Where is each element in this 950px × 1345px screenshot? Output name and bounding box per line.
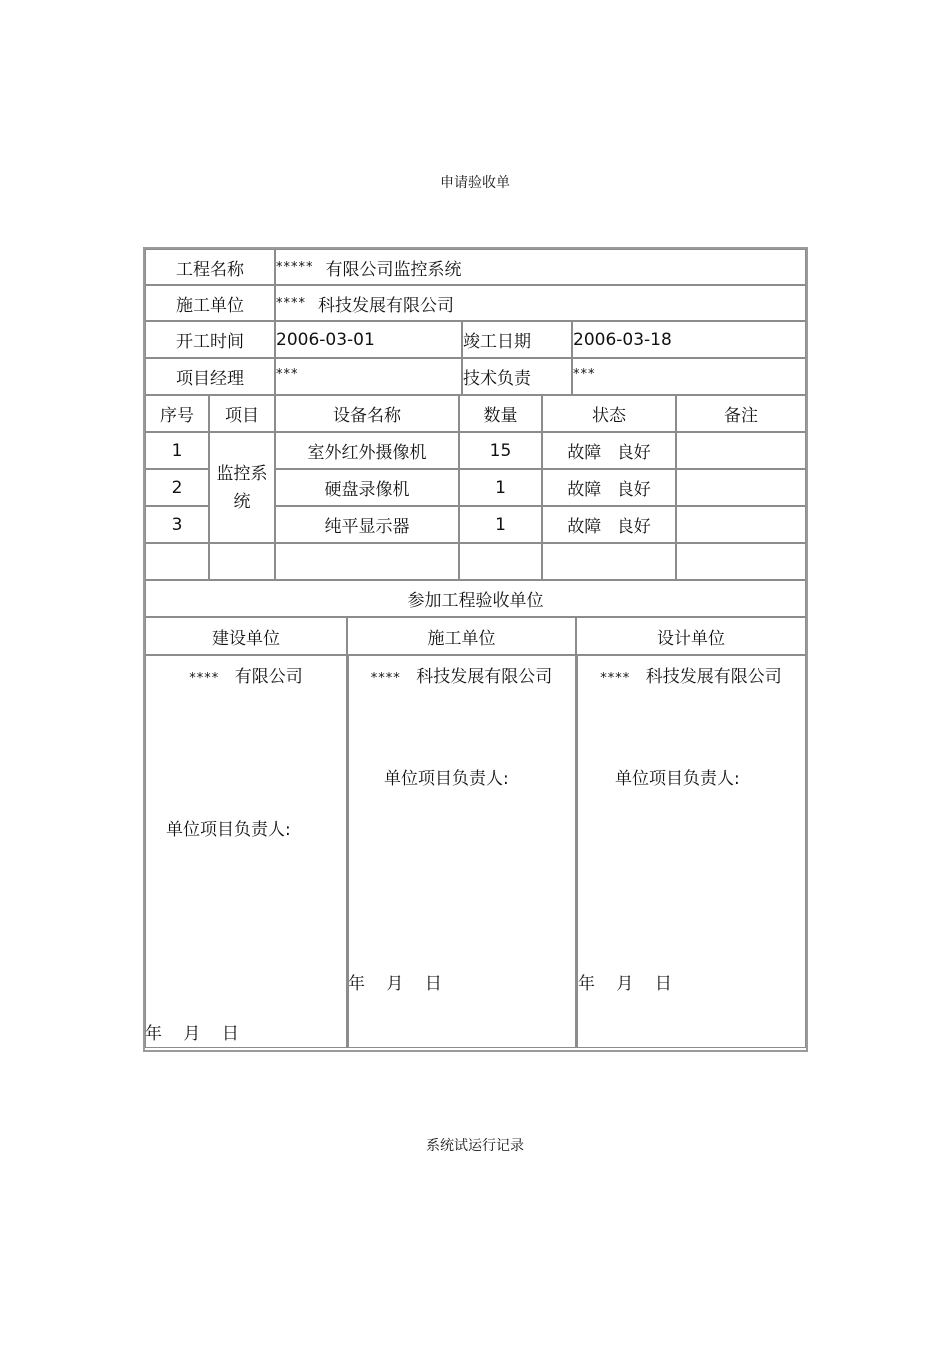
row1-remarks — [676, 432, 806, 469]
row1-status: 故障 良好 — [542, 432, 676, 469]
col-header-status: 状态 — [542, 395, 676, 432]
start-date-value: 2006-03-01 — [275, 321, 462, 358]
tech-lead-value — [572, 358, 806, 395]
designer-date — [578, 969, 672, 994]
row2-remarks — [676, 469, 806, 506]
col-header-qty: 数量 — [459, 395, 542, 432]
end-date-value: 2006-03-18 — [572, 321, 806, 358]
designer-unit-prefix: **** — [600, 671, 631, 686]
start-date-label: 开工时间 — [145, 321, 275, 358]
contractor-date — [348, 969, 442, 994]
group-label-line2: 统 — [233, 491, 251, 512]
owner-date-month: 月 — [183, 1024, 201, 1044]
empty-row-cell — [275, 543, 459, 580]
contractor-date-day: 日 — [424, 974, 442, 994]
row3-device: 纯平显示器 — [275, 506, 459, 543]
document-title: 申请验收单 — [440, 175, 510, 191]
project-name-value: 有限公司监控系统 — [325, 259, 462, 280]
empty-row-cell — [145, 543, 209, 580]
empty-row-cell — [542, 543, 676, 580]
empty-row-cell — [209, 543, 275, 580]
row1-no: 1 — [145, 432, 209, 469]
col-header-device: 设备名称 — [275, 395, 459, 432]
equipment-group-cell — [209, 432, 275, 543]
designer-date-day: 日 — [654, 974, 672, 994]
end-date-label: 竣工日期 — [462, 321, 572, 358]
contractor-prefix: **** — [276, 295, 306, 311]
manager-value — [275, 358, 462, 395]
contractor-date-year: 年 — [348, 974, 365, 994]
unit-header-contractor: 施工单位 — [347, 617, 576, 655]
footer-section-title: 系统试运行记录 — [426, 1138, 524, 1154]
row2-status: 故障 良好 — [542, 469, 676, 506]
row3-remarks — [676, 506, 806, 543]
col-header-remarks: 备注 — [676, 395, 806, 432]
designer-unit-name: 科技发展有限公司 — [645, 667, 782, 687]
owner-date — [145, 1019, 239, 1044]
owner-company-prefix: **** — [189, 671, 220, 686]
contractor-label: 施工单位 — [145, 285, 275, 321]
owner-date-year: 年 — [145, 1024, 162, 1044]
row2-qty: 1 — [459, 469, 542, 506]
row3-status: 故障 良好 — [542, 506, 676, 543]
project-name-label: 工程名称 — [145, 249, 275, 285]
project-name-prefix: ***** — [276, 259, 314, 275]
owner-date-day: 日 — [221, 1024, 239, 1044]
project-name-cell — [275, 249, 806, 285]
contractor-cell — [275, 285, 806, 321]
row3-no: 3 — [145, 506, 209, 543]
empty-row-cell — [459, 543, 542, 580]
owner-company — [145, 662, 347, 687]
row1-qty: 15 — [459, 432, 542, 469]
row1-device: 室外红外摄像机 — [275, 432, 459, 469]
contractor-unit-name: 科技发展有限公司 — [416, 667, 553, 687]
manager-value-text: *** — [276, 367, 299, 382]
designer-date-year: 年 — [578, 974, 595, 994]
group-label-line1: 监控系 — [216, 463, 268, 484]
row2-no: 2 — [145, 469, 209, 506]
tech-lead-value-text: *** — [573, 367, 596, 382]
empty-row-cell — [676, 543, 806, 580]
row3-qty: 1 — [459, 506, 542, 543]
contractor-unit-prefix: **** — [370, 671, 401, 686]
contractor-unit-company — [347, 662, 576, 687]
contractor-sign-label: 单位项目负责人: — [384, 769, 509, 789]
contractor-date-month: 月 — [386, 974, 404, 994]
manager-label: 项目经理 — [145, 358, 275, 395]
acceptance-section-title: 参加工程验收单位 — [145, 580, 806, 617]
designer-unit-company — [576, 662, 806, 687]
unit-header-owner: 建设单位 — [145, 617, 347, 655]
row2-device: 硬盘录像机 — [275, 469, 459, 506]
unit-header-designer: 设计单位 — [576, 617, 806, 655]
designer-sign-label: 单位项目负责人: — [615, 769, 740, 789]
designer-date-month: 月 — [616, 974, 634, 994]
owner-company-name: 有限公司 — [234, 667, 303, 687]
col-header-no: 序号 — [145, 395, 209, 432]
col-header-item: 项目 — [209, 395, 275, 432]
contractor-value: 科技发展有限公司 — [318, 295, 454, 316]
tech-lead-label: 技术负责 — [462, 358, 572, 395]
owner-sign-label: 单位项目负责人: — [166, 820, 291, 840]
unit-body-owner — [145, 655, 347, 1048]
